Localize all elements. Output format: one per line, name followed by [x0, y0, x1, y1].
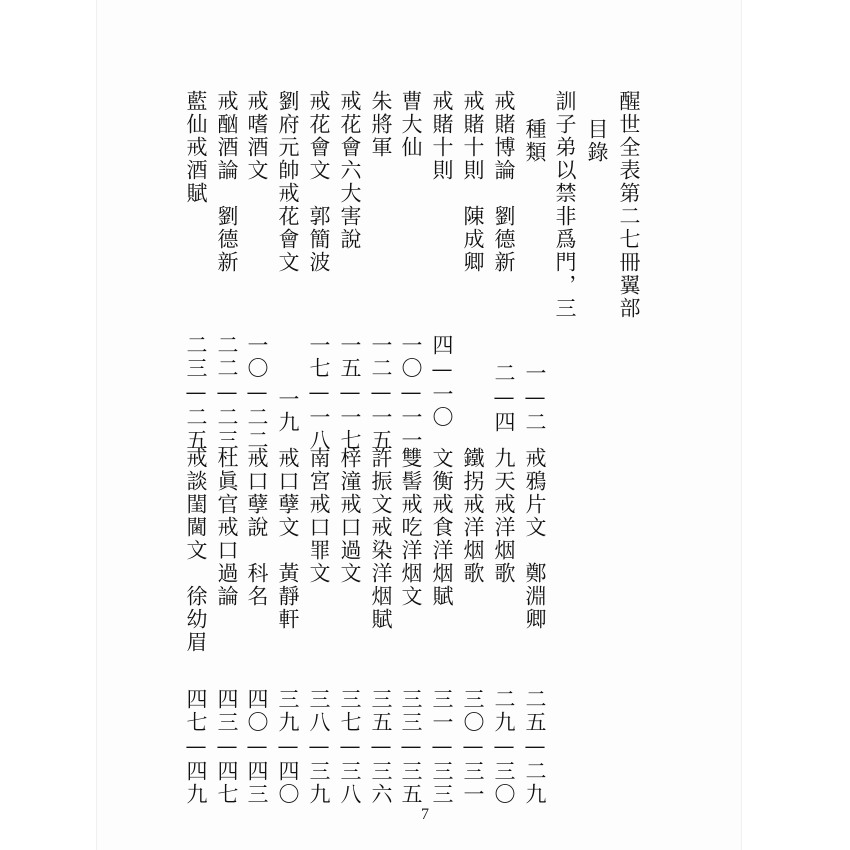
- toc-entry: 戒鴉片文 鄭淵卿: [523, 447, 547, 631]
- toc-entry: 劉府元帥戒花會文: [276, 90, 300, 274]
- toc-entry: 南宮戒口罪文: [307, 447, 331, 585]
- toc-page-range: 三一—三三: [430, 688, 454, 806]
- toc-entry: 種類: [523, 118, 547, 164]
- toc-entry: 杜眞官戒口過論: [215, 447, 239, 608]
- toc-page-range: 四〇—四三: [245, 688, 269, 806]
- toc-page-range: 三七—三八: [338, 688, 362, 806]
- toc-entry: 戒口孽說 科名: [245, 447, 269, 608]
- toc-entry: 戒口孽文 黃靜軒: [276, 447, 300, 631]
- toc-entry: 戒賭十則: [430, 90, 454, 182]
- toc-entry: 九天戒洋烟歌: [492, 447, 516, 585]
- toc-page-range: 四七—四九: [184, 688, 208, 806]
- toc-entry: 朱將軍: [369, 90, 393, 159]
- toc-entry: 許振文戒染洋烟賦: [369, 447, 393, 631]
- toc-entry: 戒賭博論 劉德新: [492, 90, 516, 274]
- toc-page-range: 一七—一八: [307, 334, 331, 452]
- toc-entry: 戒花會文 郭簡波: [307, 90, 331, 274]
- toc-page-range: 二—四: [492, 362, 516, 434]
- page-number: 7: [421, 806, 429, 823]
- toc-page-range: 三五—三六: [369, 688, 393, 806]
- toc-entry: 戒賭十則 陳成卿: [461, 90, 485, 274]
- toc-entry: 戒談閨閫文 徐幼眉: [184, 447, 208, 654]
- toc-entry: 鐵拐戒洋烟歌: [461, 447, 485, 585]
- toc-page-range: 一五—一七: [338, 334, 362, 452]
- toc-entry: 戒花會六大害說: [338, 90, 362, 251]
- toc-page-range: 四—一〇: [430, 334, 454, 429]
- toc-entry: 戒酗酒論 劉德新: [215, 90, 239, 274]
- toc-entry: 梓潼戒口過文: [338, 447, 362, 585]
- toc-page-range: 二九—三〇: [492, 688, 516, 806]
- toc-page-range: 三三—三五: [399, 688, 423, 806]
- toc-entry: 雙髻戒吃洋烟文: [399, 447, 423, 608]
- toc-page-range: 三〇—三一: [461, 688, 485, 806]
- toc-page-range: 一九: [276, 388, 300, 434]
- toc-page-range: 二三—二五: [184, 334, 208, 452]
- toc-page-range: 二二—二三: [215, 334, 239, 452]
- toc-entry: 戒嗜酒文: [245, 90, 269, 182]
- toc-entry: 藍仙戒酒賦: [184, 90, 208, 205]
- toc-heading: 目錄: [585, 118, 609, 164]
- toc-page-range: 四三—四七: [215, 688, 239, 806]
- toc-page-range: 二五—二九: [523, 688, 547, 806]
- toc-page-range: 一〇—二二: [245, 334, 269, 452]
- toc-entry: 曹大仙: [399, 90, 423, 159]
- toc-page-range: 一—二: [523, 362, 547, 434]
- toc-page-range: 三九—四〇: [276, 688, 300, 806]
- toc-page-range: 一〇—一一: [399, 334, 423, 452]
- toc-entry: 文衡戒食洋烟賦: [430, 447, 454, 608]
- toc-page-range: 一二—一五: [369, 334, 393, 452]
- toc-page-range: 三八—三九: [307, 688, 331, 806]
- book-title: 醒世全表第二七冊翼部: [617, 90, 641, 320]
- toc-entry: 訓子弟以禁非爲門，三: [553, 90, 577, 320]
